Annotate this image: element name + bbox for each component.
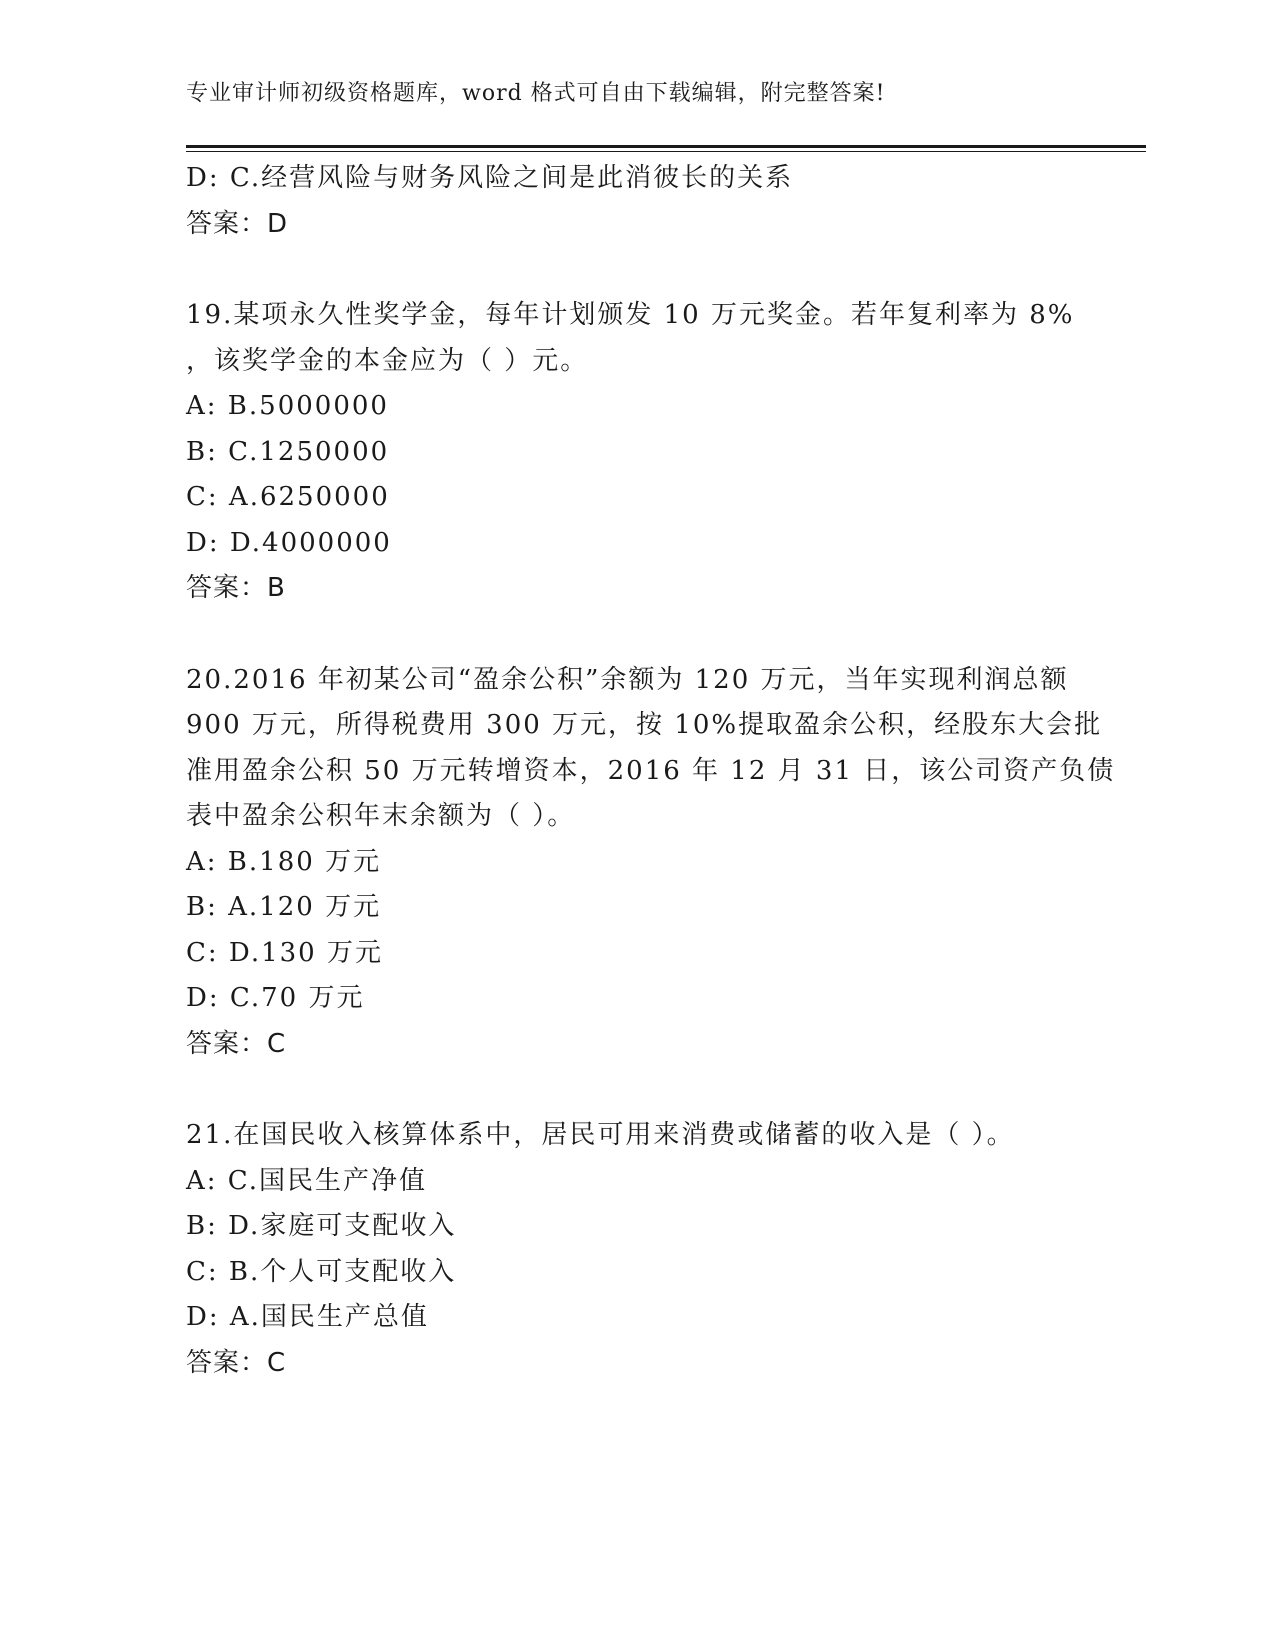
question-19-option-c: C: A.6250000 xyxy=(186,482,390,512)
question-19-answer: 答案：B xyxy=(186,573,286,603)
question-20-line-1: 20.2016 年初某公司“盈余公积”余额为 120 万元，当年实现利润总额 xyxy=(186,664,1069,695)
question-19-option-a: A: B.5000000 xyxy=(186,391,389,421)
question-20-option-b: B: A.120 万元 xyxy=(186,892,382,922)
question-21-option-d: D: A.国民生产总值 xyxy=(186,1302,429,1332)
question-20-line-4: 表中盈余公积年末余额为（ ）。 xyxy=(186,801,576,831)
question-20-option-c: C: D.130 万元 xyxy=(186,937,383,968)
question-21-option-b: B: D.家庭可支配收入 xyxy=(186,1211,457,1241)
question-20-option-d: D: C.70 万元 xyxy=(186,983,365,1013)
question-20-line-3: 准用盈余公积 50 万元转增资本，2016 年 12 月 31 日，该公司资产负债 xyxy=(186,755,1116,786)
header-rule-thick xyxy=(186,145,1146,148)
question-body xyxy=(186,156,1116,1386)
question-21-option-a: A: C.国民生产净值 xyxy=(186,1165,428,1196)
header-rule-thin xyxy=(186,151,1146,152)
question-20-line-2: 900 万元，所得税费用 300 万元，按 10%提取盈余公积，经股东大会批 xyxy=(186,710,1103,740)
spacer xyxy=(186,247,1086,293)
question-21 xyxy=(186,1113,1086,1386)
question-20-option-a: A: B.180 万元 xyxy=(186,846,382,877)
question-19 xyxy=(186,293,1086,612)
question-21-line-1: 21.在国民收入核算体系中，居民可用来消费或储蓄的收入是（ ）。 xyxy=(186,1120,1015,1150)
question-19-line-2: ，该奖学金的本金应为（ ）元。 xyxy=(186,345,589,376)
question-19-option-d: D: D.4000000 xyxy=(186,527,392,558)
page-header: 专业审计师初级资格题库，word 格式可自由下载编辑，附完整答案! xyxy=(186,81,886,106)
question-19-line-1: 19.某项永久性奖学金，每年计划颁发 10 万元奖金。若年复利率为 8% xyxy=(186,300,1075,330)
question-21-answer: 答案：C xyxy=(186,1347,287,1378)
continuation-option-d: D: C.经营风险与财务风险之间是此消彼长的关系 xyxy=(186,163,794,193)
question-20-answer: 答案：C xyxy=(186,1028,287,1059)
continuation-answer: 答案：D xyxy=(186,208,289,239)
question-19-option-b: B: C.1250000 xyxy=(186,436,390,467)
question-21-option-c: C: B.个人可支配收入 xyxy=(186,1256,457,1287)
spacer xyxy=(186,1067,1086,1113)
spacer xyxy=(186,612,1086,658)
question-20 xyxy=(186,658,1116,1068)
